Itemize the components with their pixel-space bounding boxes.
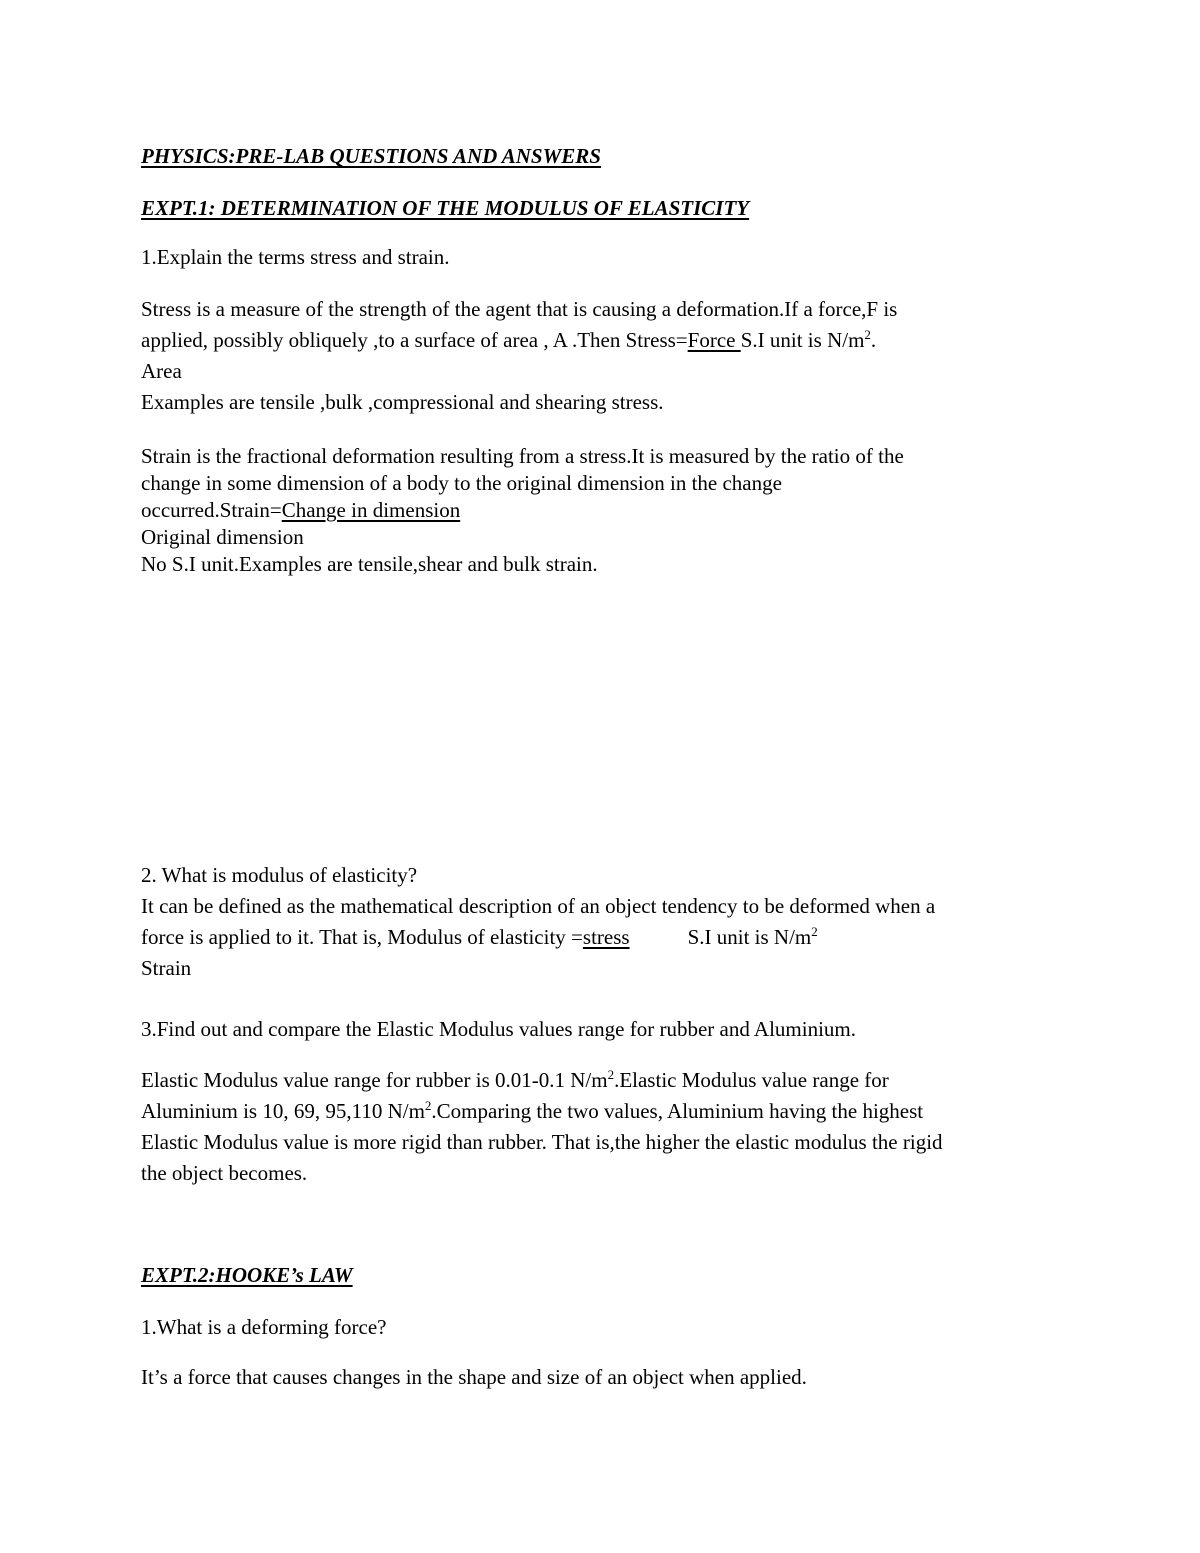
strain-line-3 — [141, 497, 460, 523]
answer-2-line-1: It can be defined as the mathematical description of an object tendency to be deformed when a — [141, 894, 936, 918]
stress-unit-text: S.I unit is N/m — [740, 328, 865, 352]
stress-formula-numerator: Force — [687, 328, 741, 352]
answer-3-line-4: the object becomes. — [141, 1161, 308, 1185]
stress-examples: Examples are tensile ,bulk ,compressional and shearing stress. — [141, 390, 664, 414]
answer-2-line-2 — [141, 924, 818, 950]
strain-line-1: Strain is the fractional deformation resulting from a stress.It is measured by the ratio of the — [141, 444, 904, 468]
stress-line-2-text: applied, possibly obliquely ,to a surface of area , A .Then Stress= — [141, 328, 688, 352]
expt1-question-2: 2. What is modulus of elasticity? — [141, 863, 418, 887]
document-title: PHYSICS:PRE-LAB QUESTIONS AND ANSWERS — [141, 144, 601, 168]
stress-formula-denominator: Area — [141, 359, 182, 383]
answer-3-line-2-superscript: 2 — [424, 1098, 432, 1113]
answer-2-line-2-text: force is applied to it. That is, Modulus of elasticity = — [141, 925, 583, 949]
stress-line-2 — [141, 327, 876, 353]
modulus-unit-superscript: 2 — [811, 924, 818, 939]
modulus-formula-numerator: stress — [582, 925, 630, 949]
answer-3-line-1-superscript: 2 — [607, 1067, 615, 1082]
expt2-question-1: 1.What is a deforming force? — [141, 1315, 387, 1339]
stress-unit-superscript: 2 — [864, 327, 871, 342]
strain-line-2: change in some dimension of a body to the original dimension in the change — [141, 471, 782, 495]
expt1-question-3: 3.Find out and compare the Elastic Modulus values range for rubber and Aluminium. — [141, 1017, 857, 1041]
answer-3-line-2 — [141, 1098, 923, 1124]
stress-unit-end: . — [870, 328, 877, 352]
answer-3-line-1-text: Elastic Modulus value range for rubber is 0.01-0.1 N/m — [141, 1068, 608, 1092]
strain-formula-denominator: Original dimension — [141, 525, 304, 549]
answer-3-line-1-end: .Elastic Modulus value range for — [614, 1068, 889, 1092]
expt1-question-1: 1.Explain the terms stress and strain. — [141, 245, 450, 269]
strain-line-3-text: occurred.Strain= — [141, 498, 282, 522]
answer-3-line-1 — [141, 1067, 889, 1093]
answer-3-line-3: Elastic Modulus value is more rigid than rubber. That is,the higher the elastic modulus the rigid — [141, 1130, 943, 1154]
answer-3-line-2-end: .Comparing the two values, Aluminium having the highest — [431, 1099, 924, 1123]
strain-formula-numerator: Change in dimension — [281, 498, 461, 522]
expt1-heading: EXPT.1: DETERMINATION OF THE MODULUS OF ELASTICITY — [141, 196, 750, 220]
modulus-formula-denominator: Strain — [141, 956, 192, 980]
expt2-heading: EXPT.2:HOOKE’s LAW — [141, 1263, 353, 1287]
modulus-unit-text: S.I unit is N/m — [687, 925, 812, 949]
strain-note: No S.I unit.Examples are tensile,shear and bulk strain. — [141, 552, 598, 576]
answer-3-line-2-text: Aluminium is 10, 69, 95,110 N/m — [141, 1099, 425, 1123]
stress-line-1: Stress is a measure of the strength of the agent that is causing a deformation.If a force,F is — [141, 297, 898, 321]
expt2-answer-1: It’s a force that causes changes in the shape and size of an object when applied. — [141, 1365, 807, 1389]
